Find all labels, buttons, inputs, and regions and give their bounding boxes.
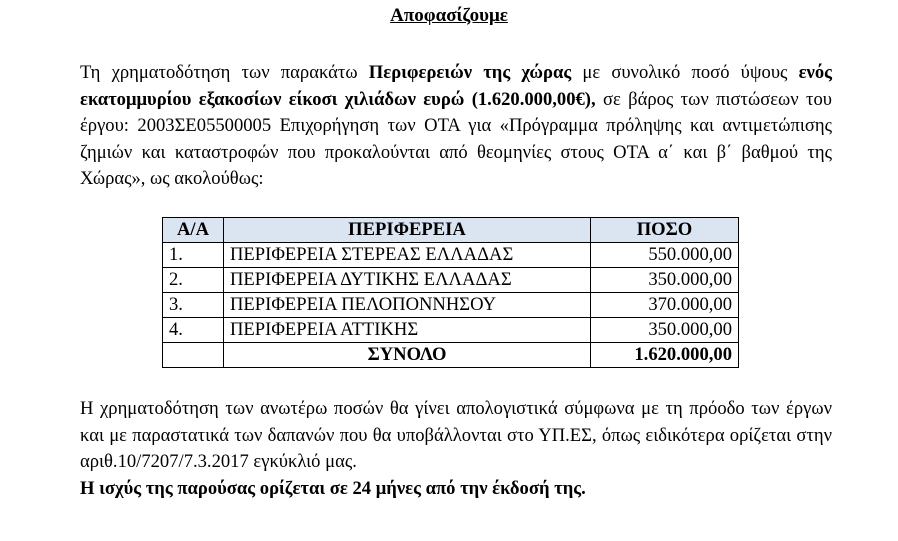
row-region: ΠΕΡΙΦΕΡΕΙΑ ΑΤΤΙΚΗΣ xyxy=(224,318,591,343)
table-total-row xyxy=(163,343,739,368)
table-row xyxy=(163,293,739,318)
row-num: 1. xyxy=(163,243,224,268)
total-empty-cell xyxy=(163,343,224,368)
total-amount: 1.620.000,00 xyxy=(591,343,739,368)
header-amount: ΠΟΣΟ xyxy=(591,218,739,243)
validity-paragraph: Η ισχύς της παρούσας ορίζεται σε 24 μήνες από την έκδοσή της. xyxy=(80,478,586,499)
table-row xyxy=(163,318,739,343)
row-amount: 550.000,00 xyxy=(591,243,739,268)
row-region: ΠΕΡΙΦΕΡΕΙΑ ΠΕΛΟΠΟΝΝΗΣΟΥ xyxy=(224,293,591,318)
intro-text-2: με συνολικό ποσό ύψους xyxy=(571,62,799,83)
intro-text-1: Τη χρηματοδότηση των παρακάτω xyxy=(80,62,369,83)
intro-bold-regions: Περιφερειών της χώρας xyxy=(368,62,572,83)
row-region: ΠΕΡΙΦΕΡΕΙΑ ΔΥΤΙΚΗΣ ΕΛΛΑΔΑΣ xyxy=(224,268,591,293)
row-num: 3. xyxy=(163,293,224,318)
funding-terms-paragraph: Η χρηματοδότηση των ανωτέρω ποσών θα γίνει απολογιστικά σύμφωνα με τη πρόοδο των έργων και με παραστατικά των δαπανών που θα υποβάλλονται στο ΥΠ.ΕΣ, όπως ειδικότερα ορίζεται στην αριθ.10/7207/7.3.2017 εγκύκλιό μας. xyxy=(80,398,832,472)
row-num: 4. xyxy=(163,318,224,343)
intro-bold-amount: ενός εκατομμυρίου εξακοσίων είκοσι χιλιάδων ευρώ (1.620.000,00€), xyxy=(80,62,832,110)
row-region: ΠΕΡΙΦΕΡΕΙΑ ΣΤΕΡΕΑΣ ΕΛΛΑΔΑΣ xyxy=(224,243,591,268)
row-num: 2. xyxy=(163,268,224,293)
table-header-row xyxy=(163,218,739,243)
header-region: ΠΕΡΙΦΕΡΕΙΑ xyxy=(224,218,591,243)
table-row xyxy=(163,268,739,293)
intro-paragraph xyxy=(80,60,832,193)
table-row xyxy=(163,243,739,268)
intro-text-3: σε βάρος των πιστώσεων του έργου: 2003ΣΕ05500005 Επιχορήγηση των ΟΤΑ για «Πρόγραμμα πρόληψης και αντιμετώπισης ζημιών και καταστροφών που προκαλούνται από θεομηνίες στους ΟΤΑ α΄ και β΄ βαθμού της Χώρας», ως ακολούθως: xyxy=(80,88,832,189)
regions-funding-table xyxy=(162,217,739,368)
row-amount: 370.000,00 xyxy=(591,293,739,318)
row-amount: 350.000,00 xyxy=(591,318,739,343)
total-label: ΣΥΝΟΛΟ xyxy=(224,343,591,368)
decision-heading: Αποφασίζουμε xyxy=(390,5,508,26)
row-amount: 350.000,00 xyxy=(591,268,739,293)
header-num: Α/Α xyxy=(163,218,224,243)
